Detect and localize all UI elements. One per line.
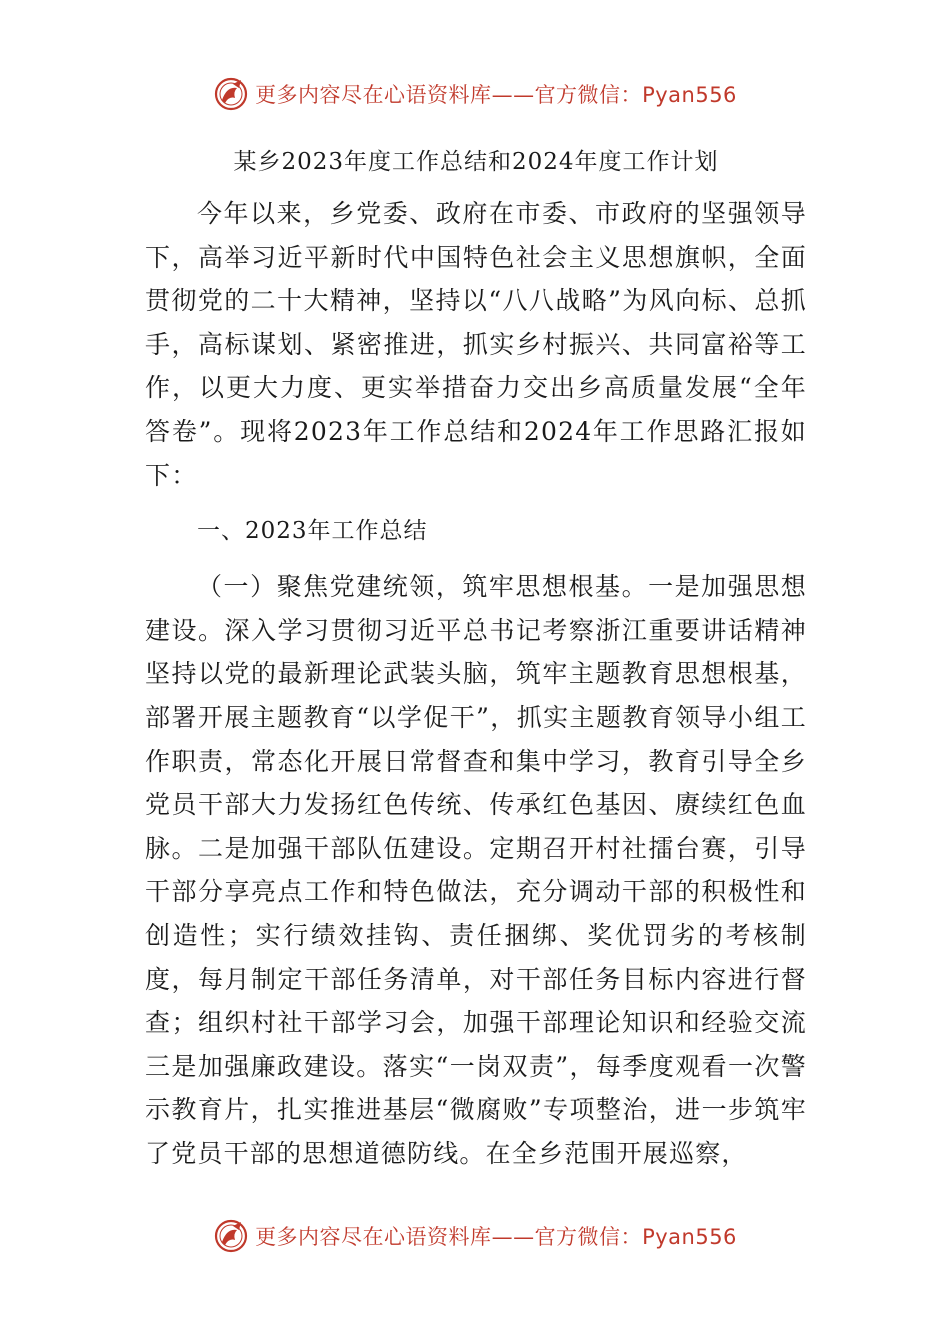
watermark-dash: —— [491, 1225, 535, 1249]
document-title: 某乡2023年度工作总结和2024年度工作计划 [233, 149, 719, 175]
watermark-slogan: 更多内容尽在心语资料库 [255, 83, 492, 107]
watermark-footer [0, 1214, 950, 1258]
stamp-logo-icon [213, 76, 249, 112]
watermark-header [0, 72, 950, 116]
intro-paragraph: 今年以来，乡党委、政府在市委、市政府的坚强领导下，高举习近平新时代中国特色社会主义思想旗帜，全面贯彻党的二十大精神，坚持以“八八战略”为风向标、总抓手，高标谋划、紧密推进，抓实乡村振兴、共同富裕等工作，以更大力度、更实举措奋力交出乡高质量发展“全年答卷”。现将2023年工作总结和2024年工作思路汇报如下： [145, 199, 807, 490]
watermark-text [255, 1221, 737, 1251]
watermark-contact-id: Pyan556 [642, 83, 737, 107]
body-paragraph: （一）聚焦党建统领，筑牢思想根基。一是加强思想建设。深入学习贯彻习近平总书记考察浙江重要讲话精神坚持以党的最新理论武装头脑，筑牢主题教育思想根基，部署开展主题教育“以学促干”，抓实主题教育领导小组工作职责，常态化开展日常督查和集中学习，教育引导全乡党员干部大力发扬红色传统、传承红色基因、赓续红色血脉。二是加强干部队伍建设。定期召开村社擂台赛，引导干部分享亮点工作和特色做法，充分调动干部的积极性和创造性；实行绩效挂钩、责任捆绑、奖优罚劣的考核制度，每月制定干部任务清单，对干部任务目标内容进行督查；组织村社干部学习会，加强干部理论知识和经验交流三是加强廉政建设。落实“一岗双责”，每季度观看一次警示教育片，扎实推进基层“微腐败”专项整治，进一步筑牢了党员干部的思想道德防线。在全乡范围开展巡察， [145, 572, 807, 1168]
section-heading: 一、2023年工作总结 [197, 518, 428, 545]
watermark-contact-label: 官方微信： [534, 1225, 643, 1249]
watermark-contact-label: 官方微信： [534, 83, 643, 107]
stamp-logo-icon [213, 1218, 249, 1254]
document-body [145, 140, 807, 1175]
watermark-slogan: 更多内容尽在心语资料库 [255, 1225, 492, 1249]
watermark-text [255, 79, 737, 109]
watermark-contact-id: Pyan556 [642, 1225, 737, 1249]
watermark-dash: —— [491, 83, 535, 107]
